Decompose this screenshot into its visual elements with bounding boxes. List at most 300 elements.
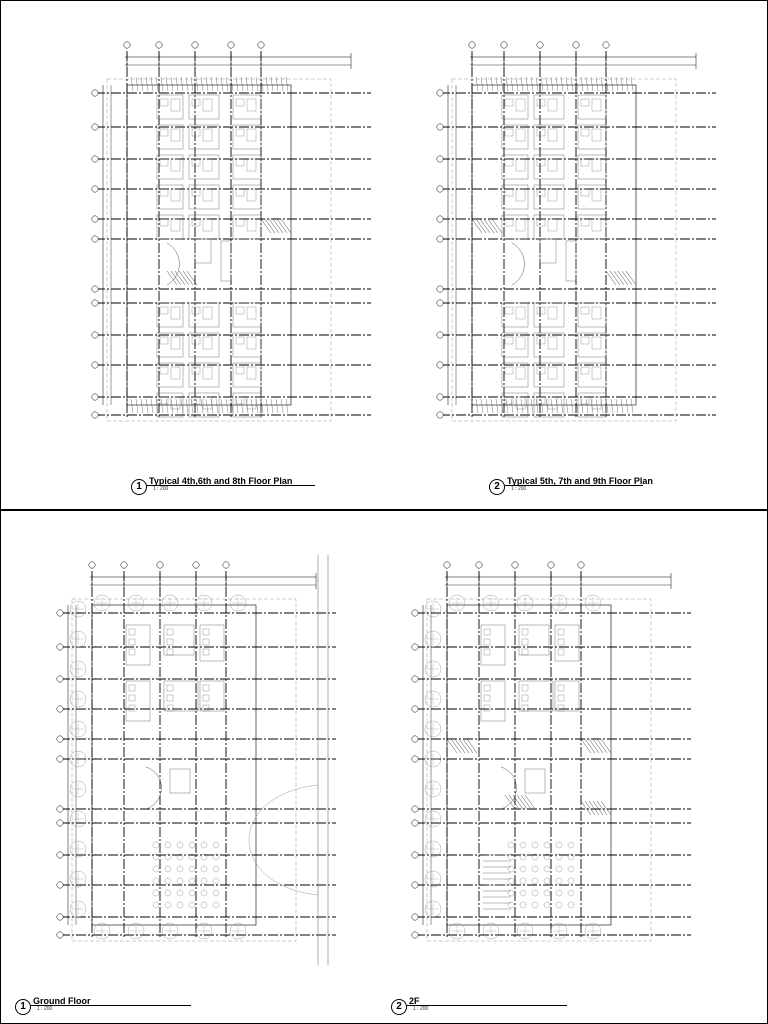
table-symbol bbox=[556, 890, 562, 896]
grid-bubble bbox=[437, 362, 443, 368]
plan-drawing bbox=[46, 555, 346, 965]
furniture bbox=[558, 639, 564, 645]
unit-room bbox=[157, 95, 183, 119]
furniture bbox=[129, 685, 135, 691]
furniture bbox=[484, 695, 490, 701]
grid-bubble bbox=[437, 286, 443, 292]
garden-hatch bbox=[459, 739, 469, 753]
table-symbol bbox=[568, 842, 574, 848]
grid-bubble bbox=[57, 676, 63, 682]
bed-furniture bbox=[247, 219, 256, 231]
grid-bubble bbox=[444, 562, 450, 568]
building-outline bbox=[92, 605, 256, 925]
bed-furniture bbox=[203, 159, 212, 171]
grid-bubble bbox=[57, 882, 63, 888]
sky-garden-hatch bbox=[606, 271, 636, 285]
bed-furniture bbox=[171, 129, 180, 141]
facade-louver bbox=[271, 399, 273, 413]
bed-furniture bbox=[171, 99, 180, 111]
unit-room bbox=[502, 303, 528, 327]
facade-louver bbox=[166, 399, 168, 413]
bathroom-fixture bbox=[192, 159, 200, 166]
bathroom-fixture bbox=[192, 99, 200, 106]
view-number: 1 bbox=[15, 999, 31, 1015]
bathroom-fixture bbox=[537, 159, 545, 166]
facade-louver bbox=[241, 399, 243, 413]
bed-furniture bbox=[171, 219, 180, 231]
grid-bubble bbox=[57, 932, 63, 938]
facade-louver bbox=[551, 399, 553, 413]
building-outline bbox=[447, 605, 611, 925]
view-number: 1 bbox=[131, 479, 147, 495]
facade-louver bbox=[281, 399, 283, 413]
grid-bubble bbox=[57, 820, 63, 826]
bathroom-fixture bbox=[160, 99, 168, 106]
bathroom-fixture bbox=[160, 159, 168, 166]
facade-louver bbox=[251, 399, 253, 413]
bathroom-fixture bbox=[160, 307, 168, 314]
bathroom-fixture bbox=[505, 129, 513, 136]
grid-bubble bbox=[476, 562, 482, 568]
grid-bubble bbox=[57, 736, 63, 742]
lift-shafts bbox=[566, 241, 576, 281]
grid-bubble bbox=[57, 756, 63, 762]
table-symbol bbox=[153, 890, 159, 896]
facade-louver bbox=[176, 399, 178, 413]
view-number: 2 bbox=[489, 479, 505, 495]
grid-bubble bbox=[412, 882, 418, 888]
table-symbol bbox=[556, 866, 562, 872]
facade-louver bbox=[171, 77, 173, 91]
table-symbol bbox=[213, 890, 219, 896]
facade-louver bbox=[596, 399, 598, 413]
grid-bubble bbox=[437, 300, 443, 306]
grid-bubble bbox=[548, 562, 554, 568]
bathroom-fixture bbox=[192, 129, 200, 136]
bathroom-fixture bbox=[236, 159, 244, 166]
bed-furniture bbox=[592, 189, 601, 201]
bathroom-fixture bbox=[192, 367, 200, 374]
bed-furniture bbox=[247, 99, 256, 111]
table-symbol bbox=[520, 842, 526, 848]
table-symbol bbox=[165, 902, 171, 908]
grid-bubble bbox=[193, 562, 199, 568]
bathroom-fixture bbox=[505, 367, 513, 374]
facade-louver bbox=[601, 399, 603, 413]
table-symbol bbox=[532, 890, 538, 896]
bed-furniture bbox=[203, 307, 212, 319]
lift-core bbox=[170, 769, 190, 793]
floor-plan-typical-4-6-8 bbox=[81, 35, 381, 445]
bed-furniture bbox=[247, 367, 256, 379]
unit-room bbox=[502, 125, 528, 149]
bathroom-fixture bbox=[192, 189, 200, 196]
table-symbol bbox=[556, 878, 562, 884]
bed-furniture bbox=[516, 99, 525, 111]
grid-bubble bbox=[412, 706, 418, 712]
table-symbol bbox=[153, 842, 159, 848]
furniture bbox=[522, 695, 528, 701]
furniture bbox=[522, 649, 528, 655]
garden-hatch bbox=[467, 739, 477, 753]
grid-bubble bbox=[92, 286, 98, 292]
garden-hatch bbox=[505, 795, 515, 809]
bed-furniture bbox=[548, 397, 557, 409]
lift-core bbox=[540, 239, 556, 263]
bed-furniture bbox=[203, 99, 212, 111]
facade-louver bbox=[621, 399, 623, 413]
garden-hatch bbox=[509, 795, 519, 809]
grid-bubble bbox=[537, 42, 543, 48]
bathroom-fixture bbox=[581, 219, 589, 226]
spiral-stair bbox=[512, 243, 524, 285]
bed-furniture bbox=[171, 189, 180, 201]
table-symbol bbox=[556, 902, 562, 908]
table-symbol bbox=[177, 842, 183, 848]
unit-room bbox=[189, 303, 219, 327]
table-symbol bbox=[544, 866, 550, 872]
bed-furniture bbox=[592, 159, 601, 171]
facade-louver bbox=[616, 399, 618, 413]
bed-furniture bbox=[203, 367, 212, 379]
bed-furniture bbox=[548, 159, 557, 171]
spiral-stair bbox=[146, 767, 161, 809]
table-symbol bbox=[165, 842, 171, 848]
facade-louver bbox=[626, 399, 628, 413]
unit-room bbox=[189, 95, 219, 119]
sky-garden-hatch bbox=[261, 219, 291, 233]
garden-hatch bbox=[589, 801, 599, 815]
furniture bbox=[203, 649, 209, 655]
bathroom-fixture bbox=[537, 99, 545, 106]
grid-bubble bbox=[412, 610, 418, 616]
bed-furniture bbox=[171, 307, 180, 319]
garden-hatch bbox=[597, 801, 607, 815]
furniture bbox=[558, 629, 564, 635]
table-symbol bbox=[177, 878, 183, 884]
floor-plan-typical-5-7-9 bbox=[426, 35, 726, 445]
grid-bubble bbox=[437, 124, 443, 130]
bed-furniture bbox=[548, 367, 557, 379]
bathroom-fixture bbox=[236, 219, 244, 226]
bed-furniture bbox=[592, 219, 601, 231]
facade-louver bbox=[286, 399, 288, 413]
furniture bbox=[522, 639, 528, 645]
bathroom-fixture bbox=[236, 397, 244, 404]
bathroom-fixture bbox=[581, 189, 589, 196]
table-symbol bbox=[189, 866, 195, 872]
grid-bubble bbox=[92, 124, 98, 130]
view-scale: 1 : 200 bbox=[37, 1006, 53, 1012]
grid-bubble bbox=[223, 562, 229, 568]
bed-furniture bbox=[247, 337, 256, 349]
table-symbol bbox=[556, 842, 562, 848]
bed-furniture bbox=[592, 129, 601, 141]
table-symbol bbox=[520, 866, 526, 872]
bathroom-fixture bbox=[581, 129, 589, 136]
grid-bubble bbox=[156, 42, 162, 48]
view-scale: 1 : 200 bbox=[153, 486, 169, 492]
view-title-text: Ground Floor bbox=[33, 996, 91, 1006]
bed-furniture bbox=[247, 159, 256, 171]
bed-furniture bbox=[516, 189, 525, 201]
grid-bubble bbox=[437, 332, 443, 338]
bathroom-fixture bbox=[537, 397, 545, 404]
facade-louver bbox=[511, 399, 513, 413]
bed-furniture bbox=[548, 129, 557, 141]
bathroom-fixture bbox=[236, 189, 244, 196]
bathroom-fixture bbox=[581, 307, 589, 314]
grid-bubble bbox=[192, 42, 198, 48]
facade-louver bbox=[266, 399, 268, 413]
table-symbol bbox=[532, 866, 538, 872]
view-number: 2 bbox=[391, 999, 407, 1015]
bathroom-fixture bbox=[581, 159, 589, 166]
grid-bubble bbox=[92, 90, 98, 96]
table-symbol bbox=[201, 866, 207, 872]
furniture bbox=[484, 685, 490, 691]
furniture bbox=[167, 629, 173, 635]
unit-room bbox=[189, 363, 219, 387]
table-symbol bbox=[213, 866, 219, 872]
facade-louver bbox=[146, 399, 148, 413]
table-symbol bbox=[213, 878, 219, 884]
grid-bubble bbox=[124, 42, 130, 48]
sky-garden-hatch bbox=[472, 219, 502, 233]
bed-furniture bbox=[203, 189, 212, 201]
table-symbol bbox=[532, 902, 538, 908]
table-symbol bbox=[189, 890, 195, 896]
plan-drawing bbox=[81, 35, 381, 445]
table-symbol bbox=[189, 878, 195, 884]
grid-bubble bbox=[412, 806, 418, 812]
furniture bbox=[167, 685, 173, 691]
garden-hatch bbox=[601, 739, 611, 753]
bed-furniture bbox=[171, 337, 180, 349]
furniture bbox=[129, 705, 135, 711]
facade-louver bbox=[516, 399, 518, 413]
furniture bbox=[522, 629, 528, 635]
grid-bubble bbox=[92, 332, 98, 338]
grid-bubble bbox=[437, 90, 443, 96]
table-symbol bbox=[165, 878, 171, 884]
garden-hatch bbox=[447, 739, 457, 753]
spiral-stair bbox=[501, 767, 516, 809]
unit-room bbox=[157, 303, 183, 327]
table-symbol bbox=[568, 890, 574, 896]
garden-hatch bbox=[517, 795, 527, 809]
grid-bubble bbox=[57, 706, 63, 712]
bathroom-fixture bbox=[505, 307, 513, 314]
facade-louver bbox=[136, 399, 138, 413]
grid-bubble bbox=[412, 756, 418, 762]
furniture bbox=[129, 695, 135, 701]
facade-louver bbox=[521, 399, 523, 413]
bed-furniture bbox=[171, 159, 180, 171]
table-symbol bbox=[568, 878, 574, 884]
unit-room bbox=[534, 95, 564, 119]
unit-room bbox=[157, 363, 183, 387]
bathroom-fixture bbox=[192, 337, 200, 344]
bed-furniture bbox=[592, 307, 601, 319]
unit-room bbox=[534, 303, 564, 327]
bed-furniture bbox=[247, 129, 256, 141]
furniture bbox=[484, 639, 490, 645]
unit-room bbox=[502, 95, 528, 119]
garden-hatch bbox=[601, 801, 611, 815]
site-boundary bbox=[72, 599, 296, 941]
bathroom-fixture bbox=[537, 189, 545, 196]
plan-drawing bbox=[401, 555, 701, 965]
furniture bbox=[129, 649, 135, 655]
table-symbol bbox=[544, 902, 550, 908]
table-symbol bbox=[532, 878, 538, 884]
table-symbol bbox=[544, 890, 550, 896]
bed-furniture bbox=[203, 337, 212, 349]
table-symbol bbox=[165, 890, 171, 896]
bed-furniture bbox=[247, 307, 256, 319]
facade-louver bbox=[481, 399, 483, 413]
facade-louver bbox=[161, 399, 163, 413]
bed-furniture bbox=[548, 189, 557, 201]
bathroom-fixture bbox=[581, 99, 589, 106]
table-symbol bbox=[568, 902, 574, 908]
garden-hatch bbox=[455, 739, 465, 753]
facade-louver bbox=[506, 399, 508, 413]
garden-hatch bbox=[513, 795, 523, 809]
grid-bubble bbox=[92, 300, 98, 306]
bathroom-fixture bbox=[160, 219, 168, 226]
facade-louver bbox=[181, 399, 183, 413]
grid-bubble bbox=[437, 156, 443, 162]
grid-bubble bbox=[412, 932, 418, 938]
bathroom-fixture bbox=[160, 129, 168, 136]
furniture bbox=[522, 685, 528, 691]
facade-louver bbox=[531, 399, 533, 413]
grid-bubble bbox=[57, 852, 63, 858]
facade-louver bbox=[151, 399, 153, 413]
grid-bubble bbox=[437, 394, 443, 400]
grid-bubble bbox=[412, 736, 418, 742]
furniture bbox=[522, 705, 528, 711]
bathroom-fixture bbox=[236, 307, 244, 314]
facade-louver bbox=[631, 399, 633, 413]
lift-shafts bbox=[221, 241, 231, 281]
facade-louver bbox=[141, 399, 143, 413]
drawing-sheet-bottom bbox=[0, 510, 768, 1024]
garden-hatch bbox=[593, 801, 603, 815]
grid-bubble bbox=[92, 216, 98, 222]
facade-louver bbox=[131, 399, 133, 413]
furniture bbox=[484, 705, 490, 711]
grid-bubble bbox=[89, 562, 95, 568]
grid-bubble bbox=[578, 562, 584, 568]
facade-louver bbox=[201, 399, 203, 413]
facade-louver bbox=[546, 77, 548, 91]
facade-louver bbox=[201, 77, 203, 91]
facade-louver bbox=[581, 399, 583, 413]
grid-bubble bbox=[121, 562, 127, 568]
grid-bubble bbox=[258, 42, 264, 48]
bed-furniture bbox=[516, 307, 525, 319]
table-symbol bbox=[213, 842, 219, 848]
garden-hatch bbox=[525, 795, 535, 809]
grid-bubble bbox=[412, 852, 418, 858]
grid-bubble bbox=[437, 186, 443, 192]
facade-louver bbox=[186, 399, 188, 413]
grid-bubble bbox=[92, 362, 98, 368]
floor-plan-2f bbox=[401, 555, 701, 965]
garden-hatch bbox=[585, 739, 595, 753]
furniture bbox=[167, 639, 173, 645]
table-symbol bbox=[189, 842, 195, 848]
bathroom-fixture bbox=[505, 337, 513, 344]
table-symbol bbox=[568, 866, 574, 872]
garden-hatch bbox=[451, 739, 461, 753]
bathroom-fixture bbox=[581, 337, 589, 344]
furniture bbox=[129, 639, 135, 645]
garden-hatch bbox=[521, 795, 531, 809]
grid-bubble bbox=[57, 610, 63, 616]
facade-louver bbox=[541, 399, 543, 413]
facade-louver bbox=[546, 399, 548, 413]
room bbox=[200, 681, 224, 711]
table-symbol bbox=[520, 902, 526, 908]
bed-furniture bbox=[592, 337, 601, 349]
grid-bubble bbox=[92, 412, 98, 418]
table-symbol bbox=[520, 878, 526, 884]
facade-louver bbox=[276, 399, 278, 413]
bathroom-fixture bbox=[505, 159, 513, 166]
room bbox=[200, 625, 224, 661]
facade-louver bbox=[516, 77, 518, 91]
grid-bubble bbox=[92, 156, 98, 162]
bathroom-fixture bbox=[505, 219, 513, 226]
table-symbol bbox=[177, 866, 183, 872]
table-symbol bbox=[520, 890, 526, 896]
bathroom-fixture bbox=[236, 99, 244, 106]
bed-furniture bbox=[548, 307, 557, 319]
facade-louver bbox=[236, 399, 238, 413]
table-symbol bbox=[201, 878, 207, 884]
facade-louver bbox=[566, 399, 568, 413]
facade-louver bbox=[571, 399, 573, 413]
facade-louver bbox=[611, 399, 613, 413]
view-title-text: Typical 5th, 7th and 9th Floor Plan bbox=[507, 476, 653, 486]
furniture bbox=[484, 649, 490, 655]
facade-louver bbox=[226, 399, 228, 413]
room bbox=[519, 681, 553, 711]
facade-louver bbox=[526, 399, 528, 413]
grid-bubble bbox=[437, 412, 443, 418]
bed-furniture bbox=[516, 367, 525, 379]
unit-room bbox=[502, 363, 528, 387]
bed-furniture bbox=[247, 189, 256, 201]
table-symbol bbox=[165, 866, 171, 872]
facade-louver bbox=[486, 77, 488, 91]
furniture bbox=[129, 629, 135, 635]
facade-louver bbox=[561, 399, 563, 413]
facade-louver bbox=[206, 399, 208, 413]
bathroom-fixture bbox=[537, 219, 545, 226]
room bbox=[555, 625, 579, 661]
furniture bbox=[203, 639, 209, 645]
grid-bubble bbox=[512, 562, 518, 568]
garden-hatch bbox=[589, 739, 599, 753]
bathroom-fixture bbox=[537, 307, 545, 314]
bed-furniture bbox=[516, 337, 525, 349]
driveway-curve bbox=[249, 785, 318, 895]
